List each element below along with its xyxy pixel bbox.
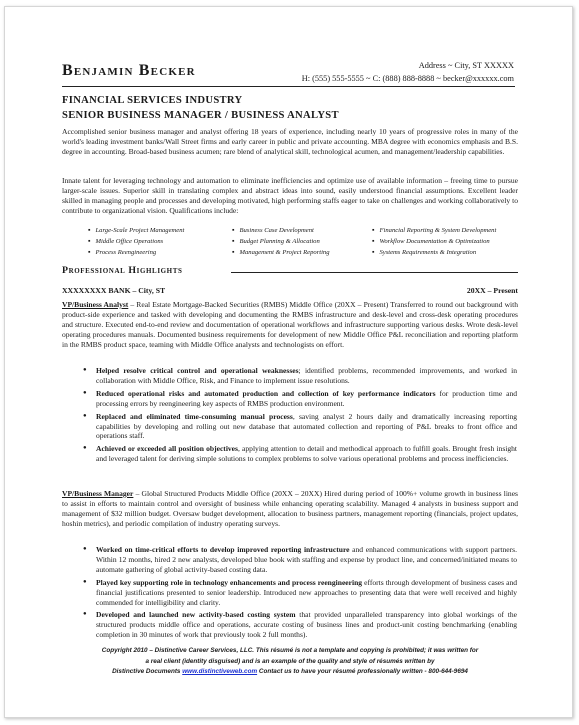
phone-email-line: H: (555) 555-5555 ~ C: (888) 888-8888 ~ becker@xxxxxx.com (301, 74, 514, 83)
qualification-item: ▪ Financial Reporting & System Development (382, 225, 518, 236)
role-2-achievements (96, 545, 517, 643)
role-1-text: Transferred to round out background with product-side experience and tasked with developing and documenting the RMBS infrastructure and desk-level and cross-desk operating procedures and structure. Executed end-to-end review and documentation of operational workflows and infrastructure supporting various desks. Wrote desk-level operating procedures manuals. Documented business requirements for development of new Middle Office P&L reconciliation and reporting platform in the RMBS product space, teaming with Middle Office analysts and technologists on effort. (62, 300, 518, 349)
address-line: Address ~ City, ST XXXXX (418, 61, 514, 70)
role-1-title: VP/Business Analyst (62, 300, 129, 309)
footer-line-2: a real client (identity disguised) and is an example of the quality and style of résumés written by (145, 657, 435, 665)
qualification-item: ▪ Large-Scale Project Management (98, 225, 242, 236)
headline-industry: FINANCIAL SERVICES INDUSTRY (62, 95, 243, 106)
candidate-name: Benjamin Becker (62, 62, 196, 79)
section-divider (231, 272, 518, 273)
qualification-item: ▪ Business Case Development (242, 225, 382, 236)
footer-line-3: Distinctive Documents www.distinctiveweb.com Contact us to have your résumé professionally written - 800-644-9694 (112, 668, 468, 675)
employer-dates: 20XX – Present (466, 286, 518, 295)
section-title-highlights: Professional Highlights (62, 265, 183, 276)
list-item: ● Replaced and eliminated time-consuming manual process, saving analyst 2 hours daily and dramatically increasing reporting capabilities by developing and rolling out new database that automated collection and reporting of P&L breaks to front office and operations staff. (96, 412, 517, 442)
qualification-item: ▪ Middle Office Operations (98, 236, 242, 247)
role-2-heading: – Global Structured Products Middle Office (20XX – 20XX) (133, 489, 322, 498)
contact-block (302, 59, 514, 85)
qualification-item: ▪ Management & Project Reporting (242, 247, 382, 258)
list-item: ● Achieved or exceeded all position objectives, applying attention to detail and methodical approach to fulfill goals. Brought fresh insight and leveraged talent for deriving simple solutions to complex problems to solve various operational problems and process inefficiencies. (96, 444, 517, 464)
qualifications-list (95, 225, 518, 258)
role-2-text: Hired during period of 100%+ volume growth in business lines to assist in efforts to maintain control and oversight of business while enhancing operating scalability. Managed 4 analysts in business support and management of $32 million budget. Oversaw budget development, allocation to business partners, management reporting (financials, project updates, hoshin metrics), and periodic compilation of industry operating surveys. (62, 489, 518, 528)
employer-line (62, 286, 518, 295)
role-1-description (62, 300, 518, 350)
role-2-description (62, 489, 518, 529)
qualification-item: ▪ Systems Requirements & Integration (382, 247, 518, 258)
qualification-item: ▪ Workflow Documentation & Optimization (382, 236, 518, 247)
role-1-heading: – Real Estate Mortgage-Backed Securities (RMBS) Middle Office (20XX – Present) (128, 300, 389, 309)
list-item: ● Worked on time-critical efforts to develop improved reporting infrastructure and enhanced communications with support partners. Within 12 months, hired 2 new analysts, developed blue book with staffing and expense by product line, and concerned/initiated means to automate gathering of global activity-based costing data. (96, 545, 517, 575)
summary-paragraph-1: Accomplished senior business manager and analyst offering 18 years of experience, including nearly 10 years of progressive roles in many of the world's leading investment banks/Wall Street firms and early career in public and private accounting. MBA degree with economics emphasis and B.S. degree in accounting. Broad-based business acumen; rare blend of analytical skill, technological acumen, and management/leadership capabilities. (62, 127, 518, 156)
list-item: ● Developed and launched new activity-based costing system that provided unparalleled transparency into global workings of the structured products middle office and operations, accurate costing of business lines and product-unit costing benchmarking (enabling completion in 30 minutes of work that previously took 2 full months). (96, 610, 517, 640)
list-item: ● Helped resolve critical control and operational weaknesses; identified problems, recommended improvements, and worked in collaboration with Middle Office, Risk, and Finance to implement issue resolutions. (96, 366, 517, 386)
footer-line-1: Copyright 2010 – Distinctive Career Services, LLC. This résumé is not a template and copying is prohibited; it was written for (101, 647, 479, 654)
copyright-footer (62, 646, 518, 678)
qualification-item: ▪ Budget Planning & Allocation (242, 236, 382, 247)
role-2-title: VP/Business Manager (62, 489, 134, 498)
website-link[interactable]: www.distinctiveweb.com (182, 668, 258, 675)
qualification-item: ▪ Process Reengineering (98, 247, 242, 258)
list-item: ● Played key supporting role in technology enhancements and process reengineering efforts through development of business cases and financial justifications presented to senior leadership. Introduced new approaches to presenting data that were well received and highly commended for intelligibility and clarity. (96, 578, 517, 608)
list-item: ● Reduced operational risks and automated production and collection of key performance indicators for production time and processing errors by reengineering key aspects of RMBS production environment. (96, 389, 517, 409)
employer-name: XXXXXXXX BANK – City, ST (62, 286, 166, 295)
summary-paragraph-2: Innate talent for leveraging technology and automation to eliminate inefficiencies and optimize use of available information – freeing time to pursue larger-scale issues. Superior skill in translating complex and abstract ideas into sound, easily understood financial assumptions. Excellent leader skilled in managing people and processes and developing motivated, high performing staffs eager to take on challenges and working collaboratively to contribute to organizational vision. Qualifications include: (62, 176, 518, 215)
role-1-achievements (96, 366, 517, 467)
headline-title: SENIOR BUSINESS MANAGER / BUSINESS ANALYST (62, 110, 339, 121)
header-divider (62, 86, 515, 87)
